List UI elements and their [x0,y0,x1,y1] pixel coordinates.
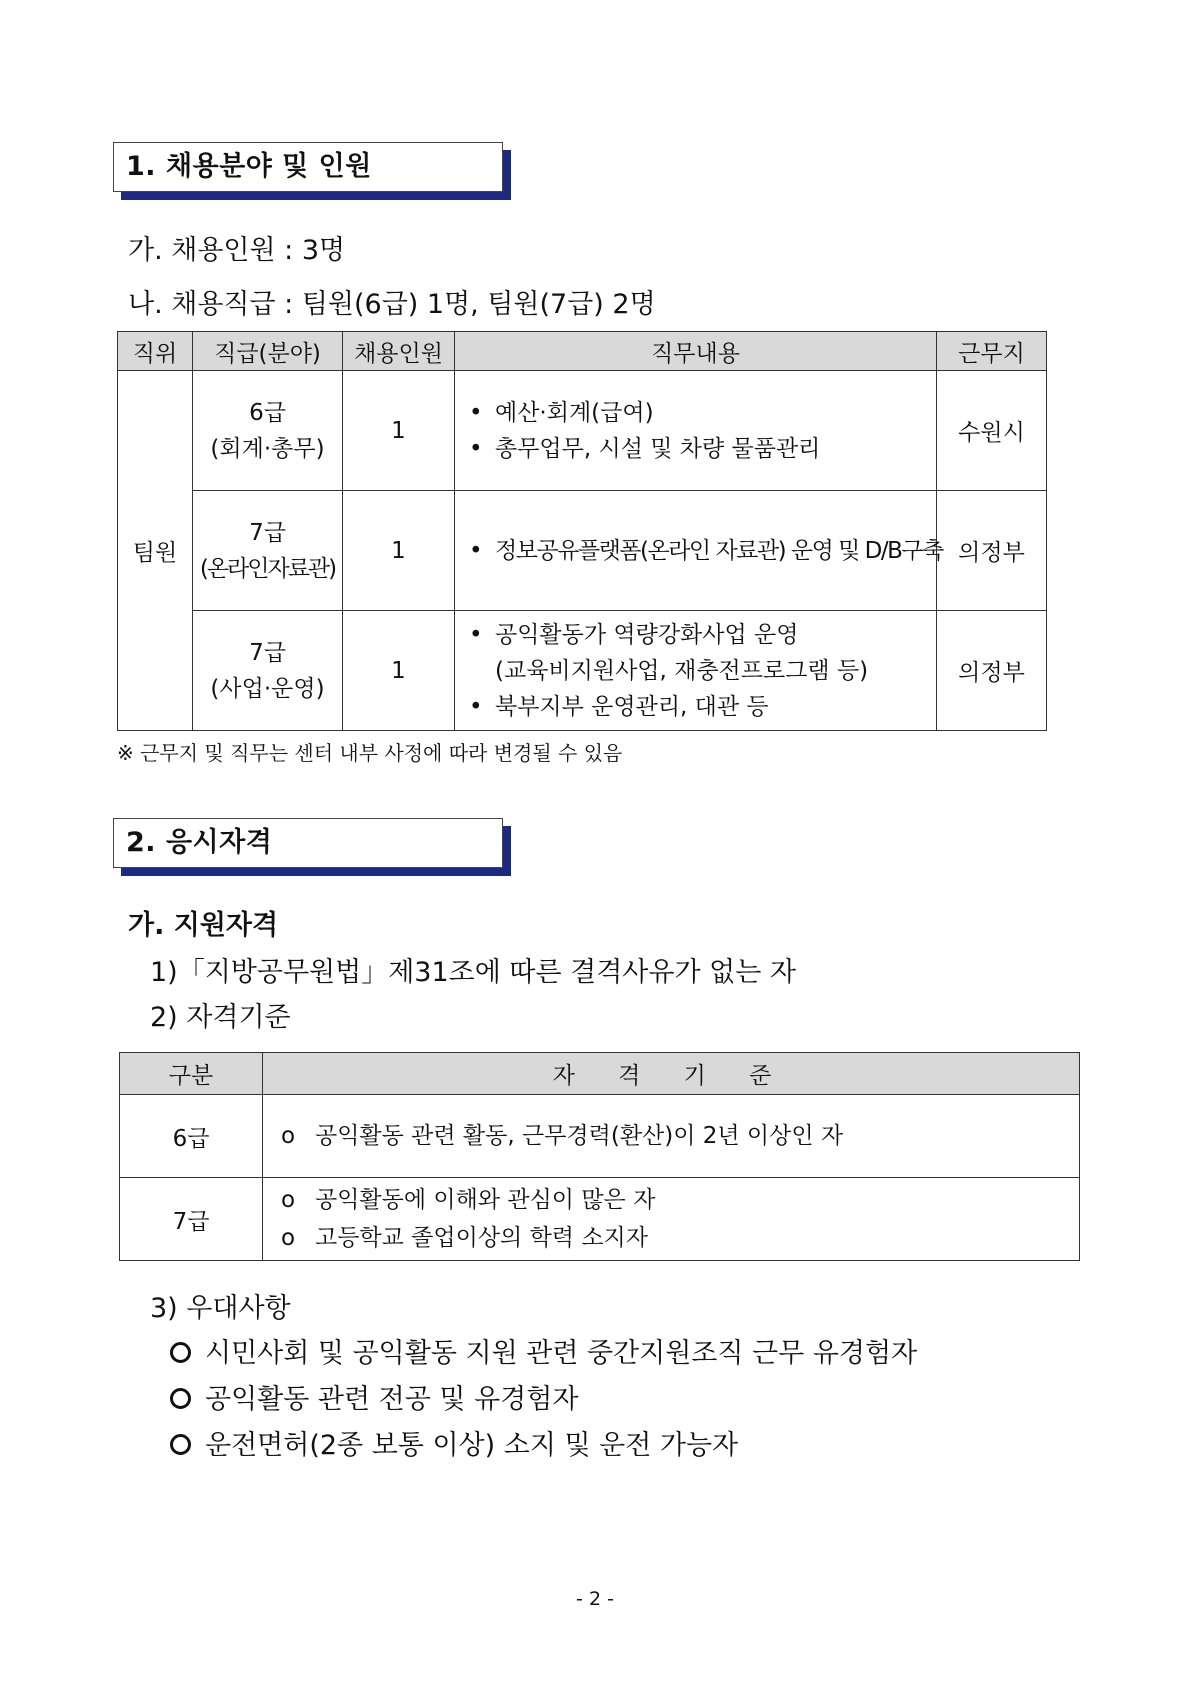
table-row [118,611,1047,731]
recruitment-table [117,331,1047,731]
qualification-table [119,1052,1080,1261]
location-cell: 수원시 [937,371,1047,491]
position-cell: 팀원 [118,371,193,731]
duties-cell [455,491,943,611]
preference-item: 운전면허(2종 보통 이상) 소지 및 운전 가능자 [170,1423,738,1462]
bullet-circle: o [281,1123,296,1149]
preference-item: 시민사회 및 공익활동 지원 관련 중간지원조직 근무 유경험자 [170,1331,917,1370]
qualification-sub-1: 1)「지방공무원법」제31조에 따른 결격사유가 없는 자 [150,957,796,988]
location-cell: 의정부 [937,491,1047,611]
grade-cell: 6급 [120,1095,263,1178]
qualification-sub-2: 2) 자격기준 [150,1002,291,1033]
duty-item: (교육비지원사업, 재충전프로그램 등) [495,657,869,684]
location-cell: 의정부 [937,611,1047,731]
section-2-title: 2. 응시자격 [113,818,503,868]
bullet-circle: o [281,1225,296,1251]
bullet-dot: • [469,621,483,648]
field-value: (온라인자료관) [199,555,336,582]
table-row [118,491,1047,611]
preference-item: 공익활동 관련 전공 및 유경험자 [170,1377,578,1416]
table-header-row [120,1053,1080,1095]
table-row [120,1178,1080,1261]
col-header-duties: 직무내용 [455,332,937,371]
criteria-cell [263,1095,1080,1178]
col-header-grade: 직급(분야) [193,332,343,371]
col-header-category: 구분 [120,1053,263,1095]
count-cell: 1 [343,611,455,731]
field-value: (사업·운영) [210,675,325,702]
table-header-row [118,332,1047,371]
col-header-count: 채용인원 [343,332,455,371]
qualification-title: 가. 지원자격 [128,910,279,941]
grade-cell [193,491,343,611]
grade-value: 7급 [249,639,286,666]
count-cell: 1 [343,491,455,611]
section-1-title: 1. 채용분야 및 인원 [113,142,503,192]
duties-cell [455,611,937,731]
section-1-heading [113,142,503,192]
recruit-grade-line: 나. 채용직급 : 팀원(6급) 1명, 팀원(7급) 2명 [128,289,656,320]
bullet-dot: • [469,693,483,720]
preference-title: 3) 우대사항 [150,1293,291,1324]
grade-cell [193,371,343,491]
section-2-heading [113,818,503,868]
duty-item: • 공익활동가 역량강화사업 운영 [469,617,936,653]
col-header-criteria: 자 격 기 준 [263,1053,1080,1095]
grade-cell [193,611,343,731]
table-row [120,1095,1080,1178]
bullet-circle: o [281,1187,296,1213]
col-header-location: 근무지 [937,332,1047,371]
circle-bullet-icon [170,1342,191,1363]
grade-value: 7급 [249,519,286,546]
criteria-item: o 공익활동 관련 활동, 근무경력(환산)이 2년 이상인 자 [281,1116,1079,1156]
col-header-position: 직위 [118,332,193,371]
count-cell: 1 [343,371,455,491]
bullet-dot: • [469,435,483,462]
bullet-dot: • [469,399,483,426]
duties-cell [455,371,937,491]
bullet-dot: • [469,537,482,564]
criteria-item: o 고등학교 졸업이상의 학력 소지자 [281,1219,1079,1257]
criteria-item: o 공익활동에 이해와 관심이 많은 자 [281,1181,1079,1219]
circle-bullet-icon [170,1388,191,1409]
grade-value: 6급 [249,399,286,426]
duty-item: • 예산·회계(급여) [469,395,936,431]
criteria-cell [263,1178,1080,1261]
duty-item: • 북부지부 운영관리, 대관 등 [469,689,936,725]
duty-item: • 정보공유플랫폼(온라인 자료관) 운영 및 D/B구축 [469,533,936,569]
table-row [118,371,1047,491]
circle-bullet-icon [170,1434,191,1455]
recruit-count-line: 가. 채용인원 : 3명 [128,235,346,266]
table-note: ※ 근무지 및 직무는 센터 내부 사정에 따라 변경될 수 있음 [117,741,623,765]
grade-cell: 7급 [120,1178,263,1261]
page-number: - 2 - [576,1588,614,1610]
field-value: (회계·총무) [210,435,325,462]
duty-item: • 총무업무, 시설 및 차량 물품관리 [469,431,936,467]
